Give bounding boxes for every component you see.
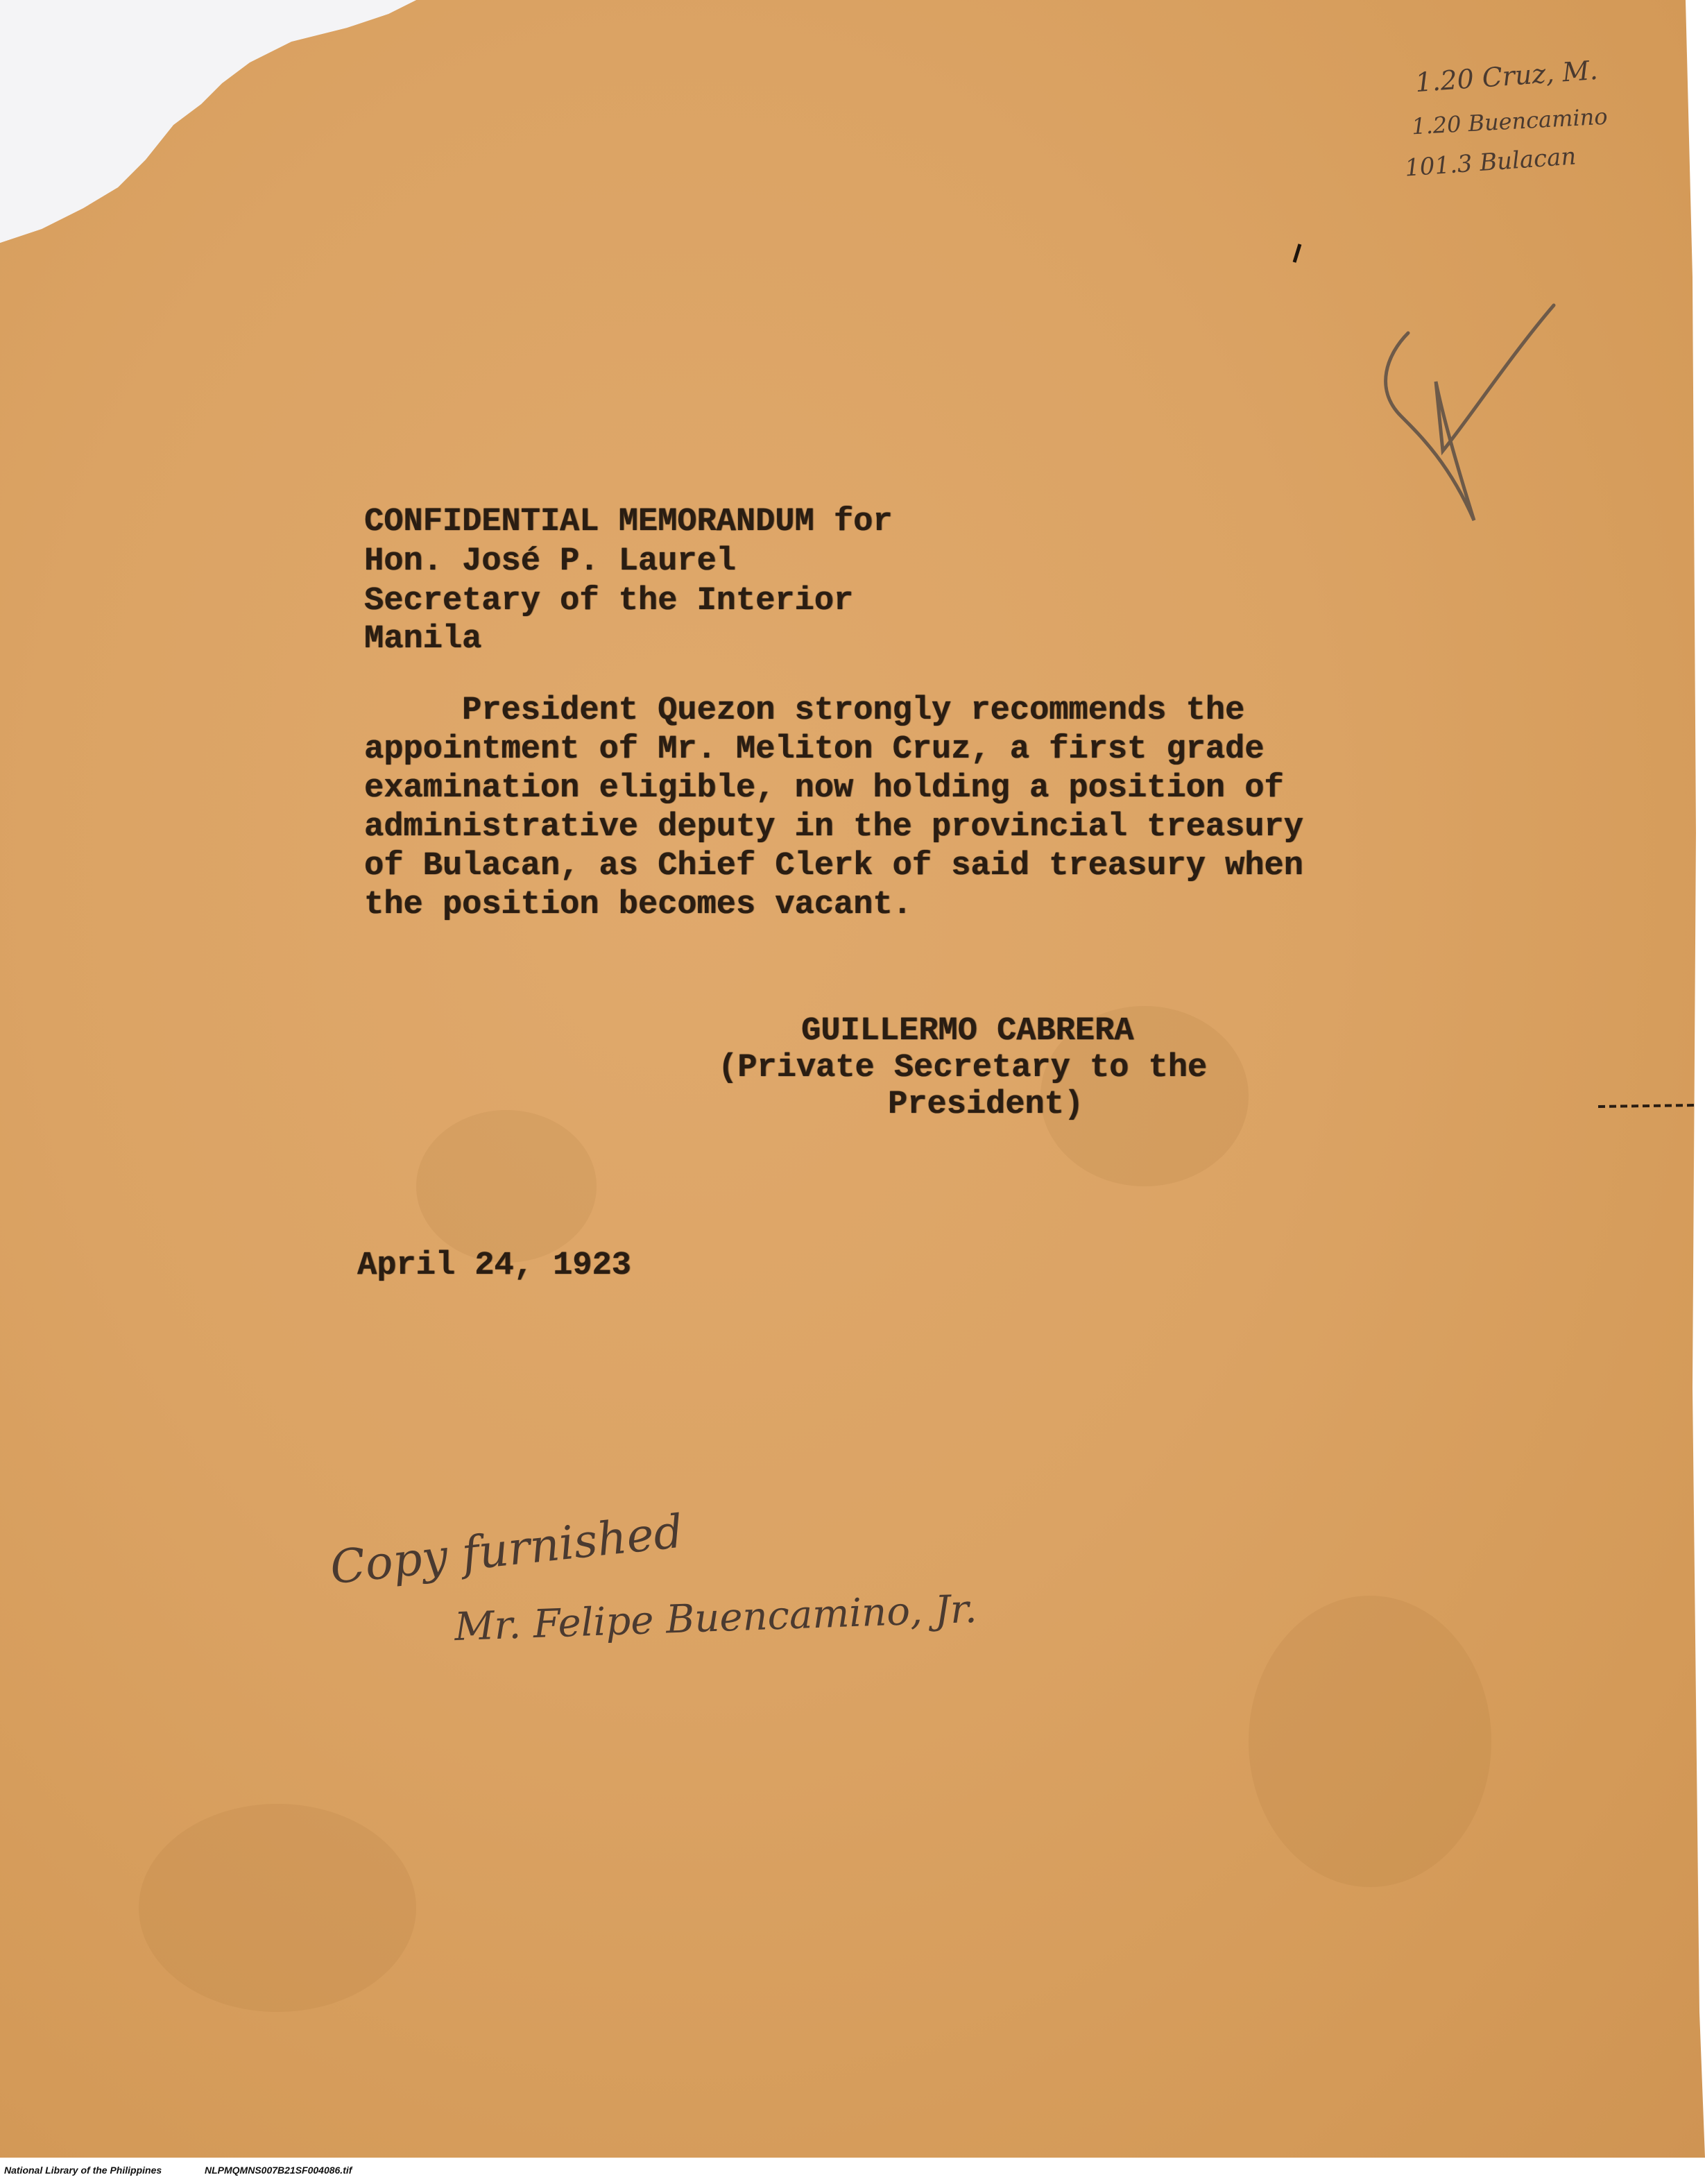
handwritten-copy-recipient: Mr. Felipe Buencamino, Jr. (454, 1586, 978, 1650)
memo-heading-line-1: CONFIDENTIAL MEMORANDUM for (364, 504, 893, 540)
memo-body-line: examination eligible, now holding a position of (364, 770, 1284, 807)
ink-tick-icon (1290, 243, 1304, 264)
handwritten-index-line-1: 1.20 Cruz, M. (1414, 54, 1599, 99)
memo-heading-line-2: Hon. José P. Laurel (364, 543, 736, 580)
pencil-check-mark-icon (1360, 291, 1568, 541)
handwritten-index-line-3: 101.3 Bulacan (1403, 142, 1577, 182)
signature-name: GUILLERMO CABRERA (801, 1013, 1134, 1050)
memo-body-line: of Bulacan, as Chief Clerk of said treasury when (364, 848, 1303, 885)
paper-stain (139, 1804, 416, 2012)
memo-heading-line-4: Manila (364, 621, 482, 658)
memo-body-line: President Quezon strongly recommends the (364, 692, 1245, 729)
memo-date: April 24, 1923 (357, 1247, 631, 1284)
paper-stain (1249, 1596, 1491, 1887)
memo-body-line: administrative deputy in the provincial treasury (364, 809, 1303, 846)
footer-library-name: National Library of the Philippines (4, 2165, 162, 2176)
paper-stain (416, 1110, 597, 1263)
handwritten-copy-furnished: Copy furnished (327, 1504, 686, 1595)
memo-body-line: appointment of Mr. Meliton Cruz, a first grade (364, 731, 1265, 768)
memo-heading-line-3: Secretary of the Interior (364, 583, 854, 620)
handwritten-index-line-2: 1.20 Buencamino (1411, 103, 1609, 140)
footer-file-id: NLPMQMNS007B21SF004086.tif (205, 2165, 352, 2176)
memo-body-line: the position becomes vacant. (364, 887, 912, 923)
signature-title-line-1: (Private Secretary to the (718, 1050, 1208, 1086)
edge-mark-icon (1595, 1100, 1699, 1114)
signature-title-line-2: President) (888, 1086, 1084, 1123)
